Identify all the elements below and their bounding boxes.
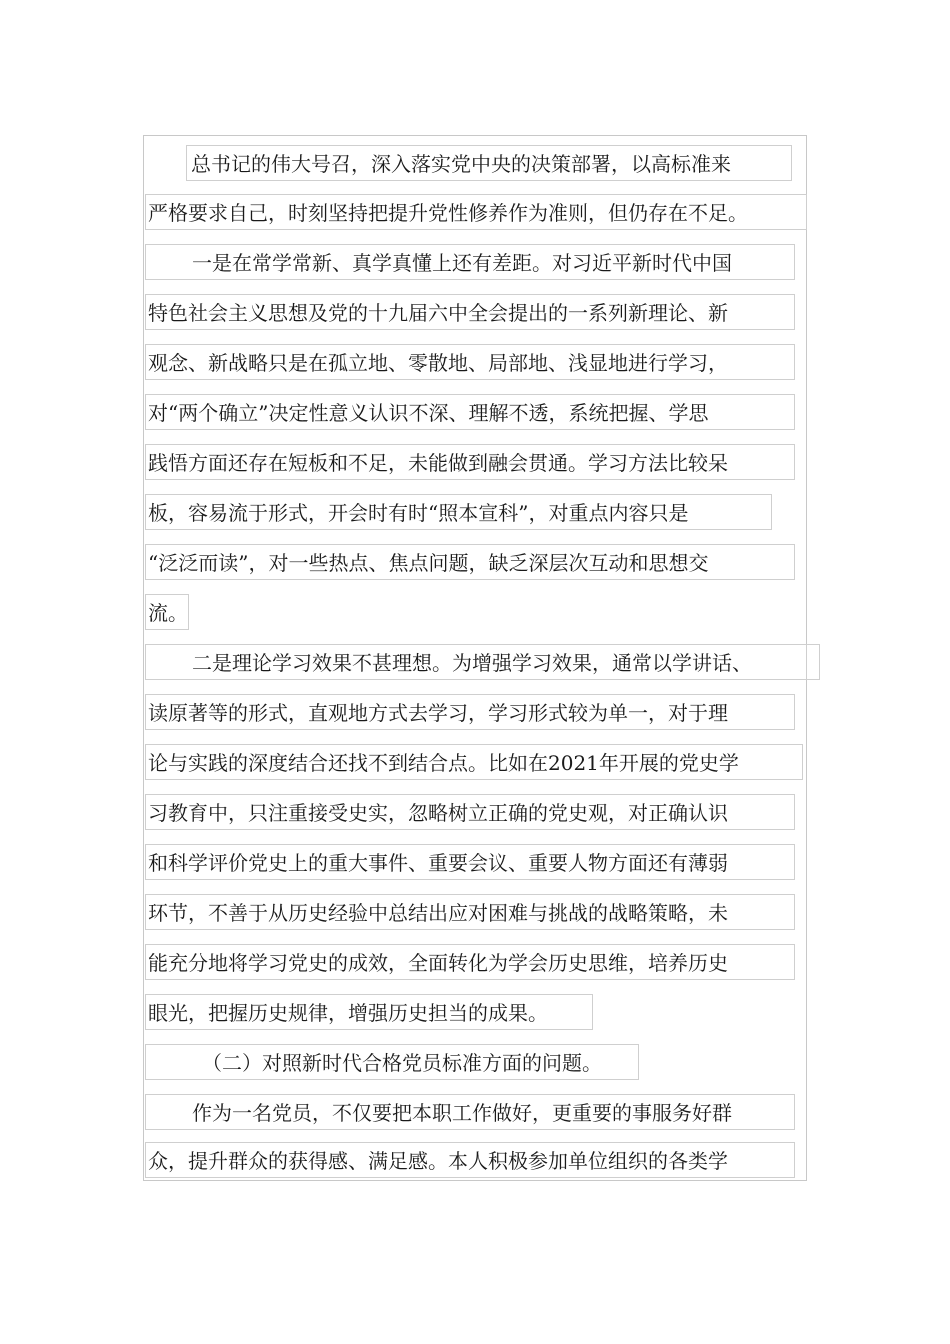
text-line: 对“两个确立”决定性意义认识不深、理解不透，系统把握、学思 xyxy=(145,394,795,430)
section-heading: （二）对照新时代合格党员标准方面的问题。 xyxy=(145,1044,639,1080)
text-line: 能充分地将学习党史的成效，全面转化为学会历史思维，培养历史 xyxy=(145,944,795,980)
text-line: 读原著等的形式，直观地方式去学习，学习形式较为单一，对于理 xyxy=(145,694,795,730)
text-line: 严格要求自己，时刻坚持把提升党性修养作为准则，但仍存在不足。 xyxy=(145,194,807,230)
text-line: 总书记的伟大号召，深入落实党中央的决策部署，以高标准来 xyxy=(186,145,792,181)
text-line: 一是在常学常新、真学真懂上还有差距。对习近平新时代中国 xyxy=(145,244,795,280)
text-line: 特色社会主义思想及党的十九届六中全会提出的一系列新理论、新 xyxy=(145,294,795,330)
text-line: “泛泛而读”，对一些热点、焦点问题，缺乏深层次互动和思想交 xyxy=(145,544,795,580)
text-line: 作为一名党员，不仅要把本职工作做好，更重要的事服务好群 xyxy=(145,1094,795,1130)
text-line: 板，容易流于形式，开会时有时“照本宣科”，对重点内容只是 xyxy=(145,494,772,530)
text-line: 众，提升群众的获得感、满足感。本人积极参加单位组织的各类学 xyxy=(145,1142,795,1178)
line-overflow-marker xyxy=(806,644,820,680)
text-line: 流。 xyxy=(145,594,189,630)
text-line: 论与实践的深度结合还找不到结合点。比如在2021年开展的党史学 xyxy=(145,744,803,780)
text-line: 和科学评价党史上的重大事件、重要会议、重要人物方面还有薄弱 xyxy=(145,844,795,880)
text-line: 环节，不善于从历史经验中总结出应对困难与挑战的战略策略，未 xyxy=(145,894,795,930)
text-line: 观念、新战略只是在孤立地、零散地、局部地、浅显地进行学习， xyxy=(145,344,795,380)
text-line: 二是理论学习效果不甚理想。为增强学习效果，通常以学讲话、 xyxy=(145,644,807,680)
text-line: 习教育中，只注重接受史实，忽略树立正确的党史观，对正确认识 xyxy=(145,794,795,830)
text-line: 践悟方面还存在短板和不足，未能做到融会贯通。学习方法比较呆 xyxy=(145,444,795,480)
text-line: 眼光，把握历史规律，增强历史担当的成果。 xyxy=(145,994,593,1030)
